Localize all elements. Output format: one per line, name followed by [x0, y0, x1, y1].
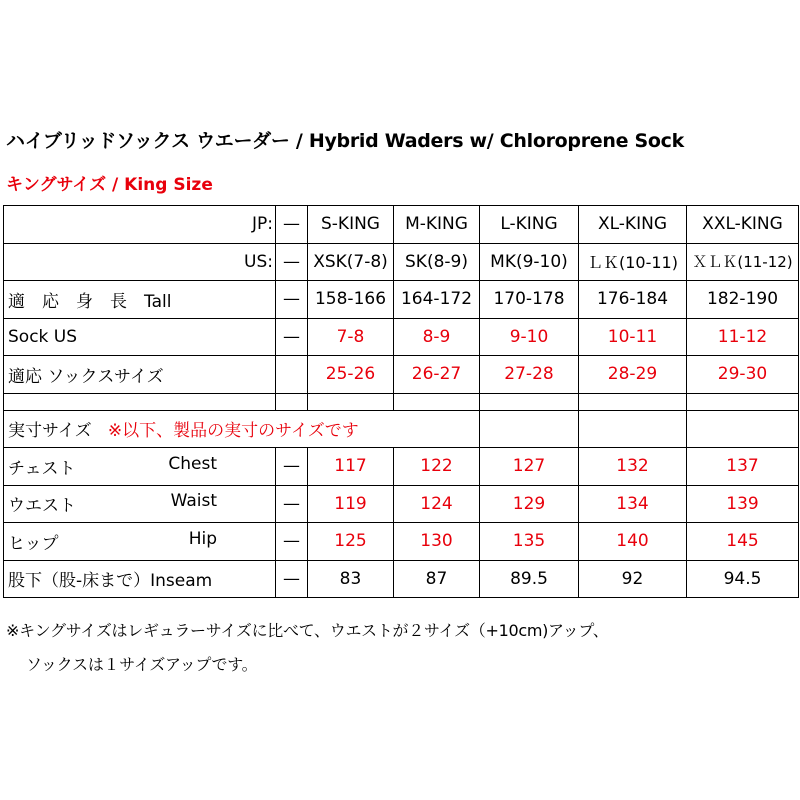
row-label-inseam: 股下（股-床まで）Inseam [4, 560, 276, 598]
value-cell: 119 [308, 485, 394, 523]
size-cell: SK(8-9) [394, 243, 480, 281]
value-cell: 135 [480, 523, 579, 561]
empty-cell [687, 410, 799, 448]
value-cell: 164-172 [394, 281, 480, 319]
table-row-tall [4, 281, 799, 319]
value-cell: 140 [579, 523, 687, 561]
dash-cell: — [276, 485, 308, 523]
value-cell: 134 [579, 485, 687, 523]
value-cell: 8-9 [394, 318, 480, 356]
empty-cell [276, 356, 308, 394]
value-cell: 11-12 [687, 318, 799, 356]
table-row-chest [4, 448, 799, 486]
value-cell: 89.5 [480, 560, 579, 598]
size-cell: M-KING [394, 206, 480, 244]
dash-cell: — [276, 206, 308, 244]
size-cell: ＬＫ(10-11) [579, 243, 687, 281]
label-en: Hip [188, 528, 217, 549]
value-cell: 130 [394, 523, 480, 561]
size-cell: XSK(7-8) [308, 243, 394, 281]
row-label-hip [4, 523, 276, 561]
table-row-waist [4, 485, 799, 523]
empty-cell [394, 393, 480, 410]
table-row-spacer [4, 393, 799, 410]
value-cell: 26-27 [394, 356, 480, 394]
empty-cell [687, 393, 799, 410]
value-cell: 29-30 [687, 356, 799, 394]
page-subtitle: キングサイズ / King Size [6, 175, 213, 195]
row-label-tall: 適 応 身 長 Tall [4, 281, 276, 319]
value-cell: 137 [687, 448, 799, 486]
value-cell: 25-26 [308, 356, 394, 394]
size-cell: L-KING [480, 206, 579, 244]
table-row-hip [4, 523, 799, 561]
dash-cell: — [276, 560, 308, 598]
actual-size-note: ※以下、製品の実寸のサイズです [107, 421, 359, 442]
size-cell: MK(9-10) [480, 243, 579, 281]
value-cell: 10-11 [579, 318, 687, 356]
value-cell: 127 [480, 448, 579, 486]
dash-cell: — [276, 523, 308, 561]
value-cell: 132 [579, 448, 687, 486]
value-cell: 182-190 [687, 281, 799, 319]
label-en: Chest [168, 453, 217, 474]
value-cell: 87 [394, 560, 480, 598]
table-row-jp [4, 206, 799, 244]
row-label-waist [4, 485, 276, 523]
footnote-line-1: ※キングサイズはレギュラーサイズに比べて、ウエストが２サイズ（+10cm)アップ、 [6, 621, 609, 640]
footnote-line-2: ソックスは１サイズアップです。 [26, 655, 258, 674]
value-cell: 122 [394, 448, 480, 486]
label-jp: チェスト [8, 458, 76, 479]
row-label-sock-jp: 適応 ソックスサイズ [4, 356, 276, 394]
label-jp: ウエスト [8, 496, 76, 517]
dash-cell: — [276, 243, 308, 281]
value-cell: 27-28 [480, 356, 579, 394]
empty-cell [480, 410, 579, 448]
table-row-actual-size [4, 410, 799, 448]
empty-cell [579, 393, 687, 410]
value-cell: 139 [687, 485, 799, 523]
page-title: ハイブリッドソックス ウエーダー / Hybrid Waders w/ Chloroprene Sock [6, 130, 684, 152]
size-cell: S-KING [308, 206, 394, 244]
table-row-sock-us [4, 318, 799, 356]
dash-cell: — [276, 318, 308, 356]
dash-cell: — [276, 448, 308, 486]
value-cell: 170-178 [480, 281, 579, 319]
size-cell: XXL-KING [687, 206, 799, 244]
size-cell: XL-KING [579, 206, 687, 244]
value-cell: 7-8 [308, 318, 394, 356]
value-cell: 28-29 [579, 356, 687, 394]
actual-size-label: 実寸サイズ [8, 421, 92, 442]
size-cell: ＸＬＫ(11-12) [687, 243, 799, 281]
value-cell: 83 [308, 560, 394, 598]
table-row-inseam [4, 560, 799, 598]
dash-cell: — [276, 281, 308, 319]
value-cell: 176-184 [579, 281, 687, 319]
empty-cell [4, 393, 276, 410]
row-label-us: US: [4, 243, 276, 281]
empty-cell [276, 393, 308, 410]
table-row-us [4, 243, 799, 281]
empty-cell [579, 410, 687, 448]
label-en: Waist [170, 491, 217, 512]
size-chart-table [3, 205, 799, 598]
value-cell: 129 [480, 485, 579, 523]
value-cell: 158-166 [308, 281, 394, 319]
label-jp: ヒップ [8, 533, 59, 554]
value-cell: 124 [394, 485, 480, 523]
value-cell: 125 [308, 523, 394, 561]
empty-cell [480, 393, 579, 410]
actual-size-cell [4, 410, 480, 448]
row-label-jp: JP: [4, 206, 276, 244]
value-cell: 92 [579, 560, 687, 598]
row-label-sock-us: Sock US [4, 318, 276, 356]
value-cell: 145 [687, 523, 799, 561]
table-row-sock-jp [4, 356, 799, 394]
row-label-chest [4, 448, 276, 486]
value-cell: 94.5 [687, 560, 799, 598]
value-cell: 117 [308, 448, 394, 486]
value-cell: 9-10 [480, 318, 579, 356]
empty-cell [308, 393, 394, 410]
